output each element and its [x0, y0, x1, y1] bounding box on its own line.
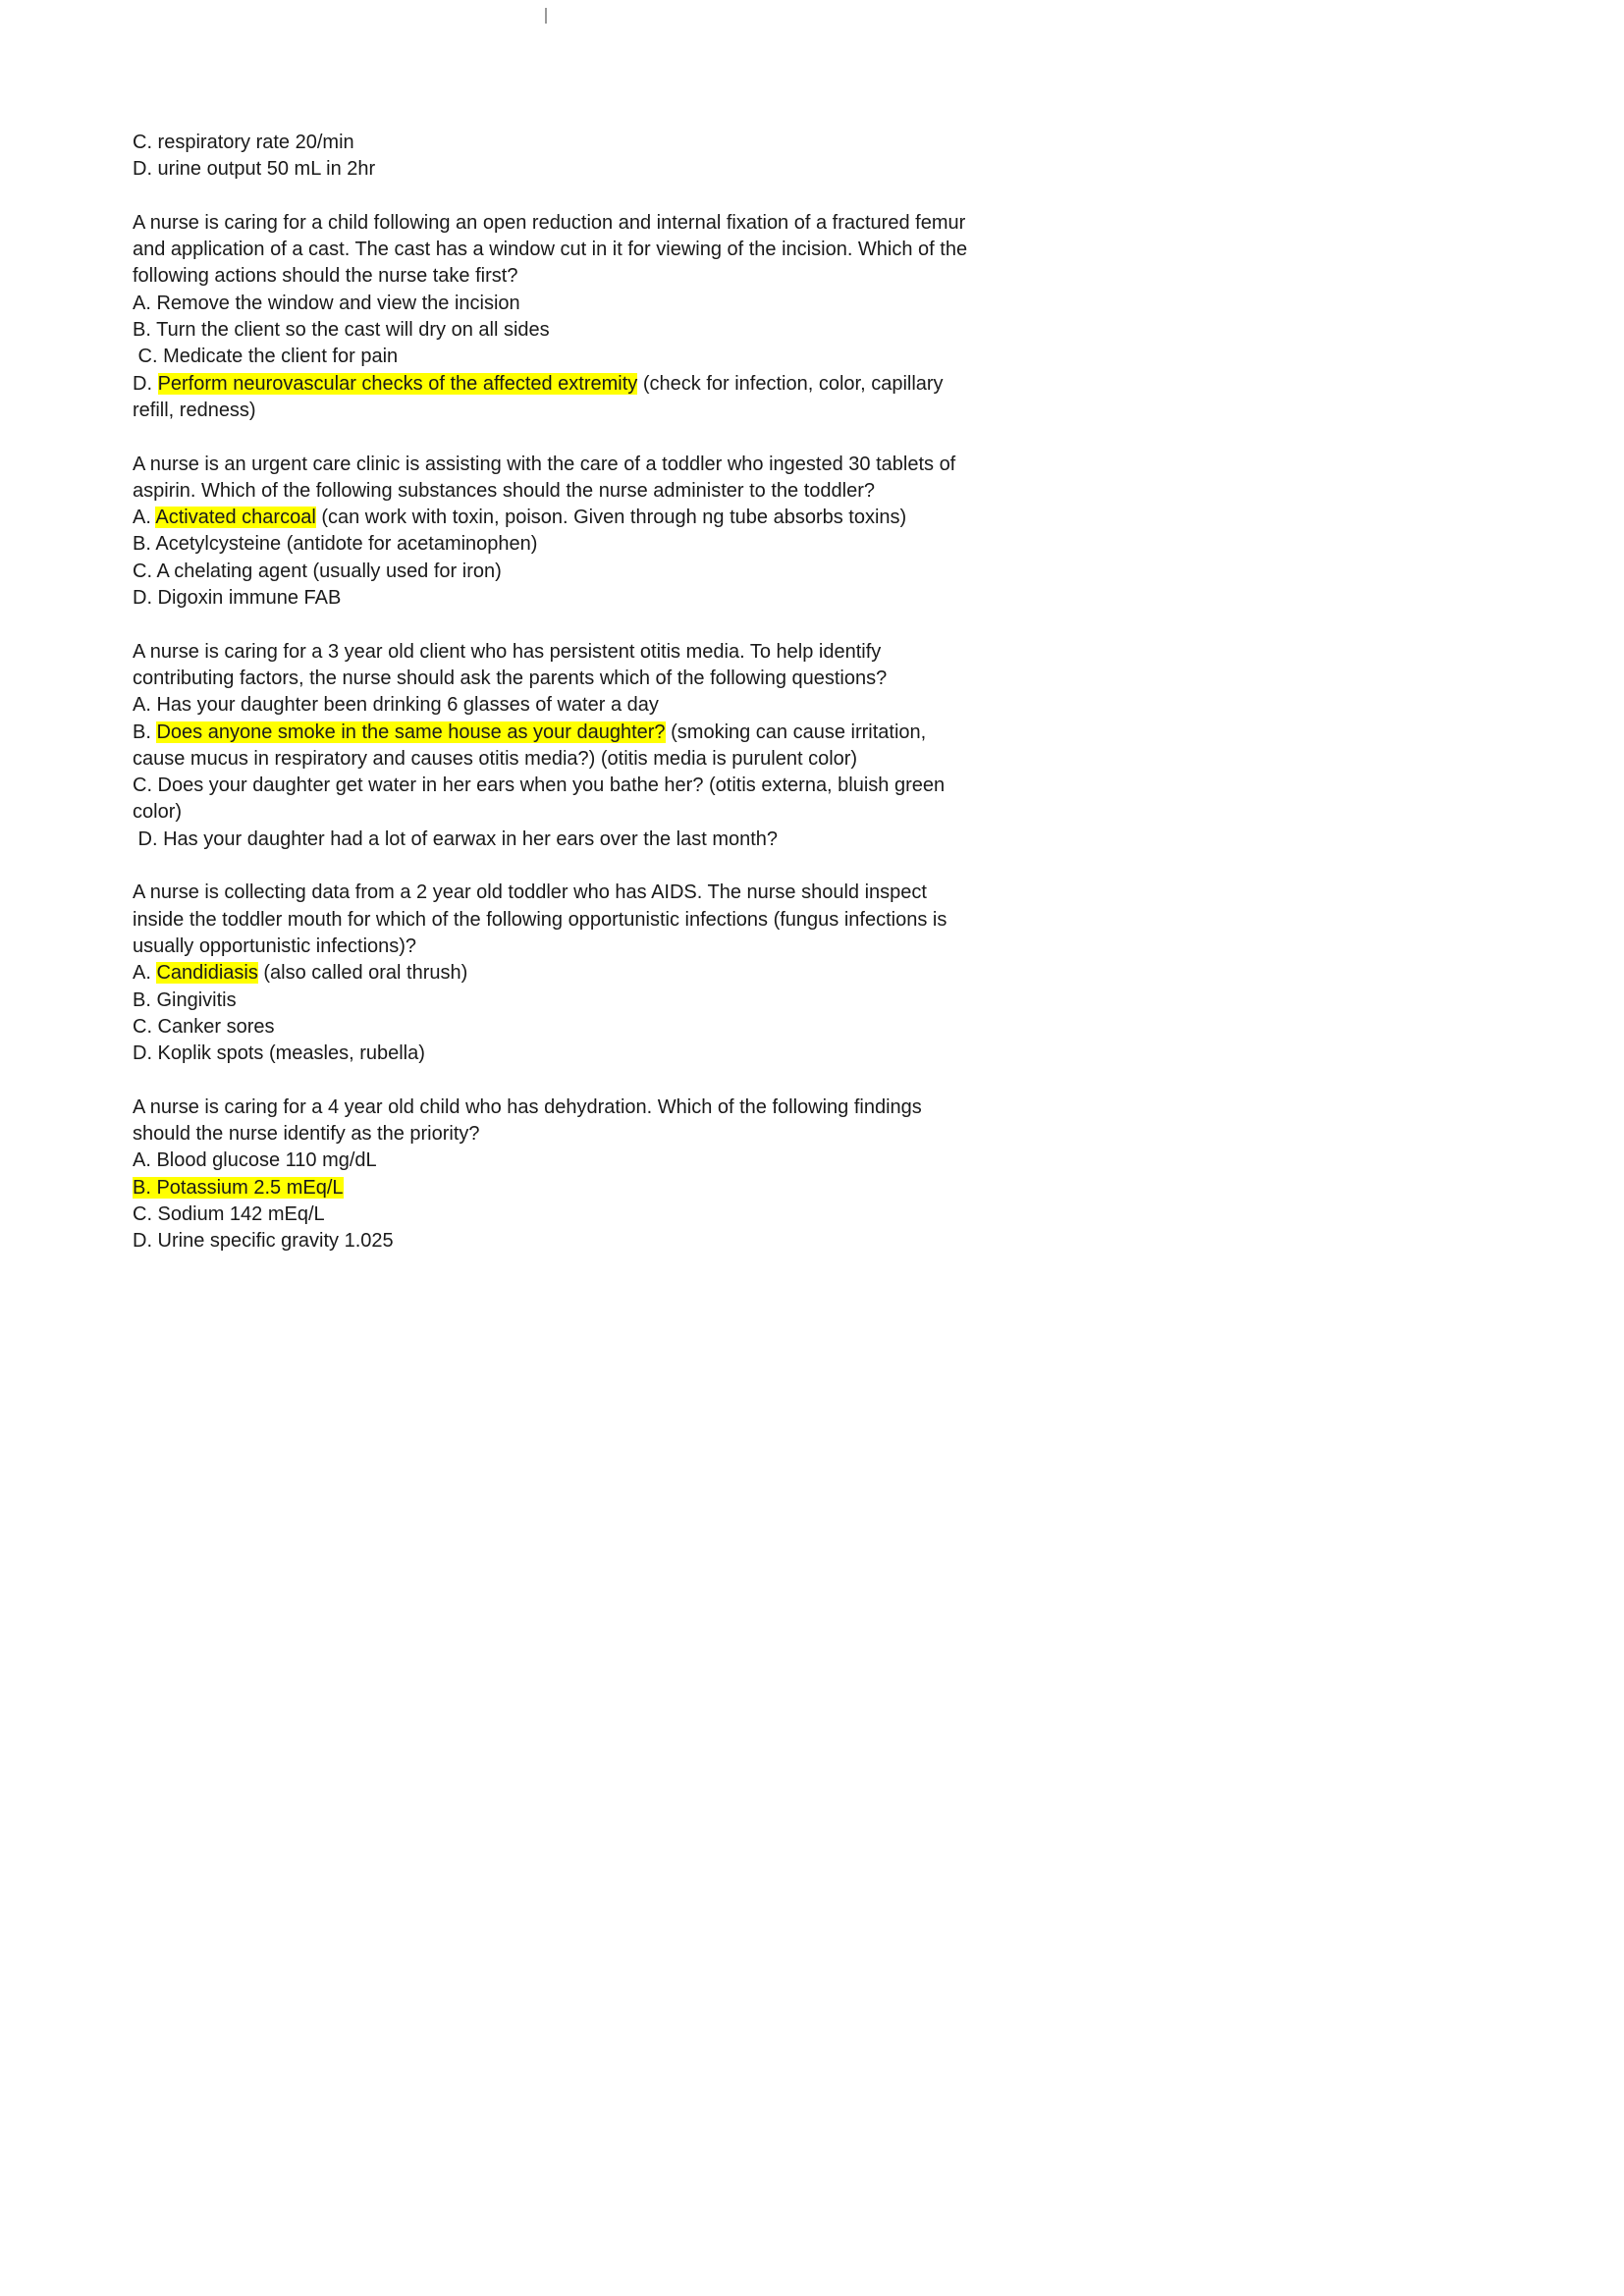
option-text: D. — [133, 372, 158, 395]
question-stem-line: usually opportunistic infections)? — [133, 934, 417, 957]
option-note-text: (can work with toxin, poison. Given through ng tube absorbs toxins) — [315, 507, 907, 529]
option-text: A. — [133, 962, 157, 985]
text-cursor — [545, 8, 547, 24]
answer-option-b — [133, 720, 1624, 746]
leftover-options-block — [133, 130, 1624, 184]
answer-option-b — [133, 1175, 1624, 1201]
option-text: A. — [133, 507, 156, 529]
answer-option-c: C. Does your daughter get water in her ears when you bathe her? (otitis externa, bluish green — [133, 774, 946, 797]
answer-option-a: A. Remove the window and view the incision — [133, 292, 520, 314]
highlighted-answer-text: Does anyone smoke in the same house as your daughter? — [156, 721, 666, 743]
highlighted-answer-text: Activated charcoal — [155, 507, 316, 529]
question-stem-line: following actions should the nurse take first? — [133, 265, 518, 288]
answer-option-d-continued: refill, redness) — [133, 399, 256, 421]
answer-option-d: D. Urine specific gravity 1.025 — [133, 1230, 394, 1253]
answer-option-d: D. urine output 50 mL in 2hr — [133, 158, 376, 181]
answer-option-c: C. Medicate the client for pain — [133, 346, 399, 368]
answer-option-b: B. Turn the client so the cast will dry on all sides — [133, 319, 550, 342]
option-note-text: (also called oral thrush) — [257, 962, 468, 985]
question-block-aspirin — [133, 452, 1624, 613]
answer-option-d: D. Digoxin immune FAB — [133, 587, 342, 610]
question-stem-line: contributing factors, the nurse should ask the parents which of the following questions? — [133, 667, 888, 689]
answer-option-b: B. Gingivitis — [133, 988, 237, 1011]
answer-option-c: C. Canker sores — [133, 1015, 275, 1038]
question-stem-line: A nurse is caring for a 4 year old child who has dehydration. Which of the following findings — [133, 1095, 922, 1118]
answer-option-d — [133, 371, 1624, 398]
highlighted-answer-text: Candidiasis — [156, 962, 258, 985]
question-block-dehydration — [133, 1095, 1624, 1255]
option-note-text: (check for infection, color, capillary — [637, 372, 944, 395]
question-stem-line: A nurse is caring for a child following an open reduction and internal fixation of a fractured femur — [133, 211, 966, 234]
highlighted-answer-text: B. Potassium 2.5 mEq/L — [133, 1176, 344, 1199]
answer-option-d: D. Koplik spots (measles, rubella) — [133, 1042, 425, 1065]
option-note-text: (smoking can cause irritation, — [665, 721, 927, 743]
answer-option-b: B. Acetylcysteine (antidote for acetaminophen) — [133, 533, 538, 556]
answer-option-a — [133, 505, 1624, 531]
question-stem-line: and application of a cast. The cast has a window cut in it for viewing of the incision. Which of the — [133, 239, 968, 261]
answer-option-c: C. A chelating agent (usually used for iron) — [133, 560, 502, 582]
question-stem-line: A nurse is collecting data from a 2 year old toddler who has AIDS. The nurse should inspect — [133, 881, 927, 904]
answer-option-c-continued: color) — [133, 801, 183, 824]
answer-option-d: D. Has your daughter had a lot of earwax in her ears over the last month? — [133, 828, 779, 850]
answer-option-a: A. Has your daughter been drinking 6 glasses of water a day — [133, 694, 659, 717]
question-block-otitis — [133, 639, 1624, 853]
answer-option-c: C. Sodium 142 mEq/L — [133, 1202, 325, 1225]
question-block-aids — [133, 880, 1624, 1067]
question-stem-line: A nurse is caring for a 3 year old client who has persistent otitis media. To help identify — [133, 640, 882, 663]
answer-option-b-continued: cause mucus in respiratory and causes otitis media?) (otitis media is purulent color) — [133, 747, 858, 770]
answer-option-a: A. Blood glucose 110 mg/dL — [133, 1149, 377, 1172]
question-stem-line: aspirin. Which of the following substances should the nurse administer to the toddler? — [133, 479, 875, 502]
highlighted-answer-text: Perform neurovascular checks of the affected extremity — [157, 372, 638, 395]
option-text: B. — [133, 721, 157, 743]
question-stem-line: A nurse is an urgent care clinic is assisting with the care of a toddler who ingested 30 tablets of — [133, 453, 956, 475]
question-block-cast — [133, 210, 1624, 424]
answer-option-c: C. respiratory rate 20/min — [133, 132, 354, 153]
question-stem-line: inside the toddler mouth for which of the following opportunistic infections (fungus infections is — [133, 908, 947, 931]
question-stem-line: should the nurse identify as the priority? — [133, 1122, 480, 1145]
answer-option-a — [133, 960, 1624, 987]
